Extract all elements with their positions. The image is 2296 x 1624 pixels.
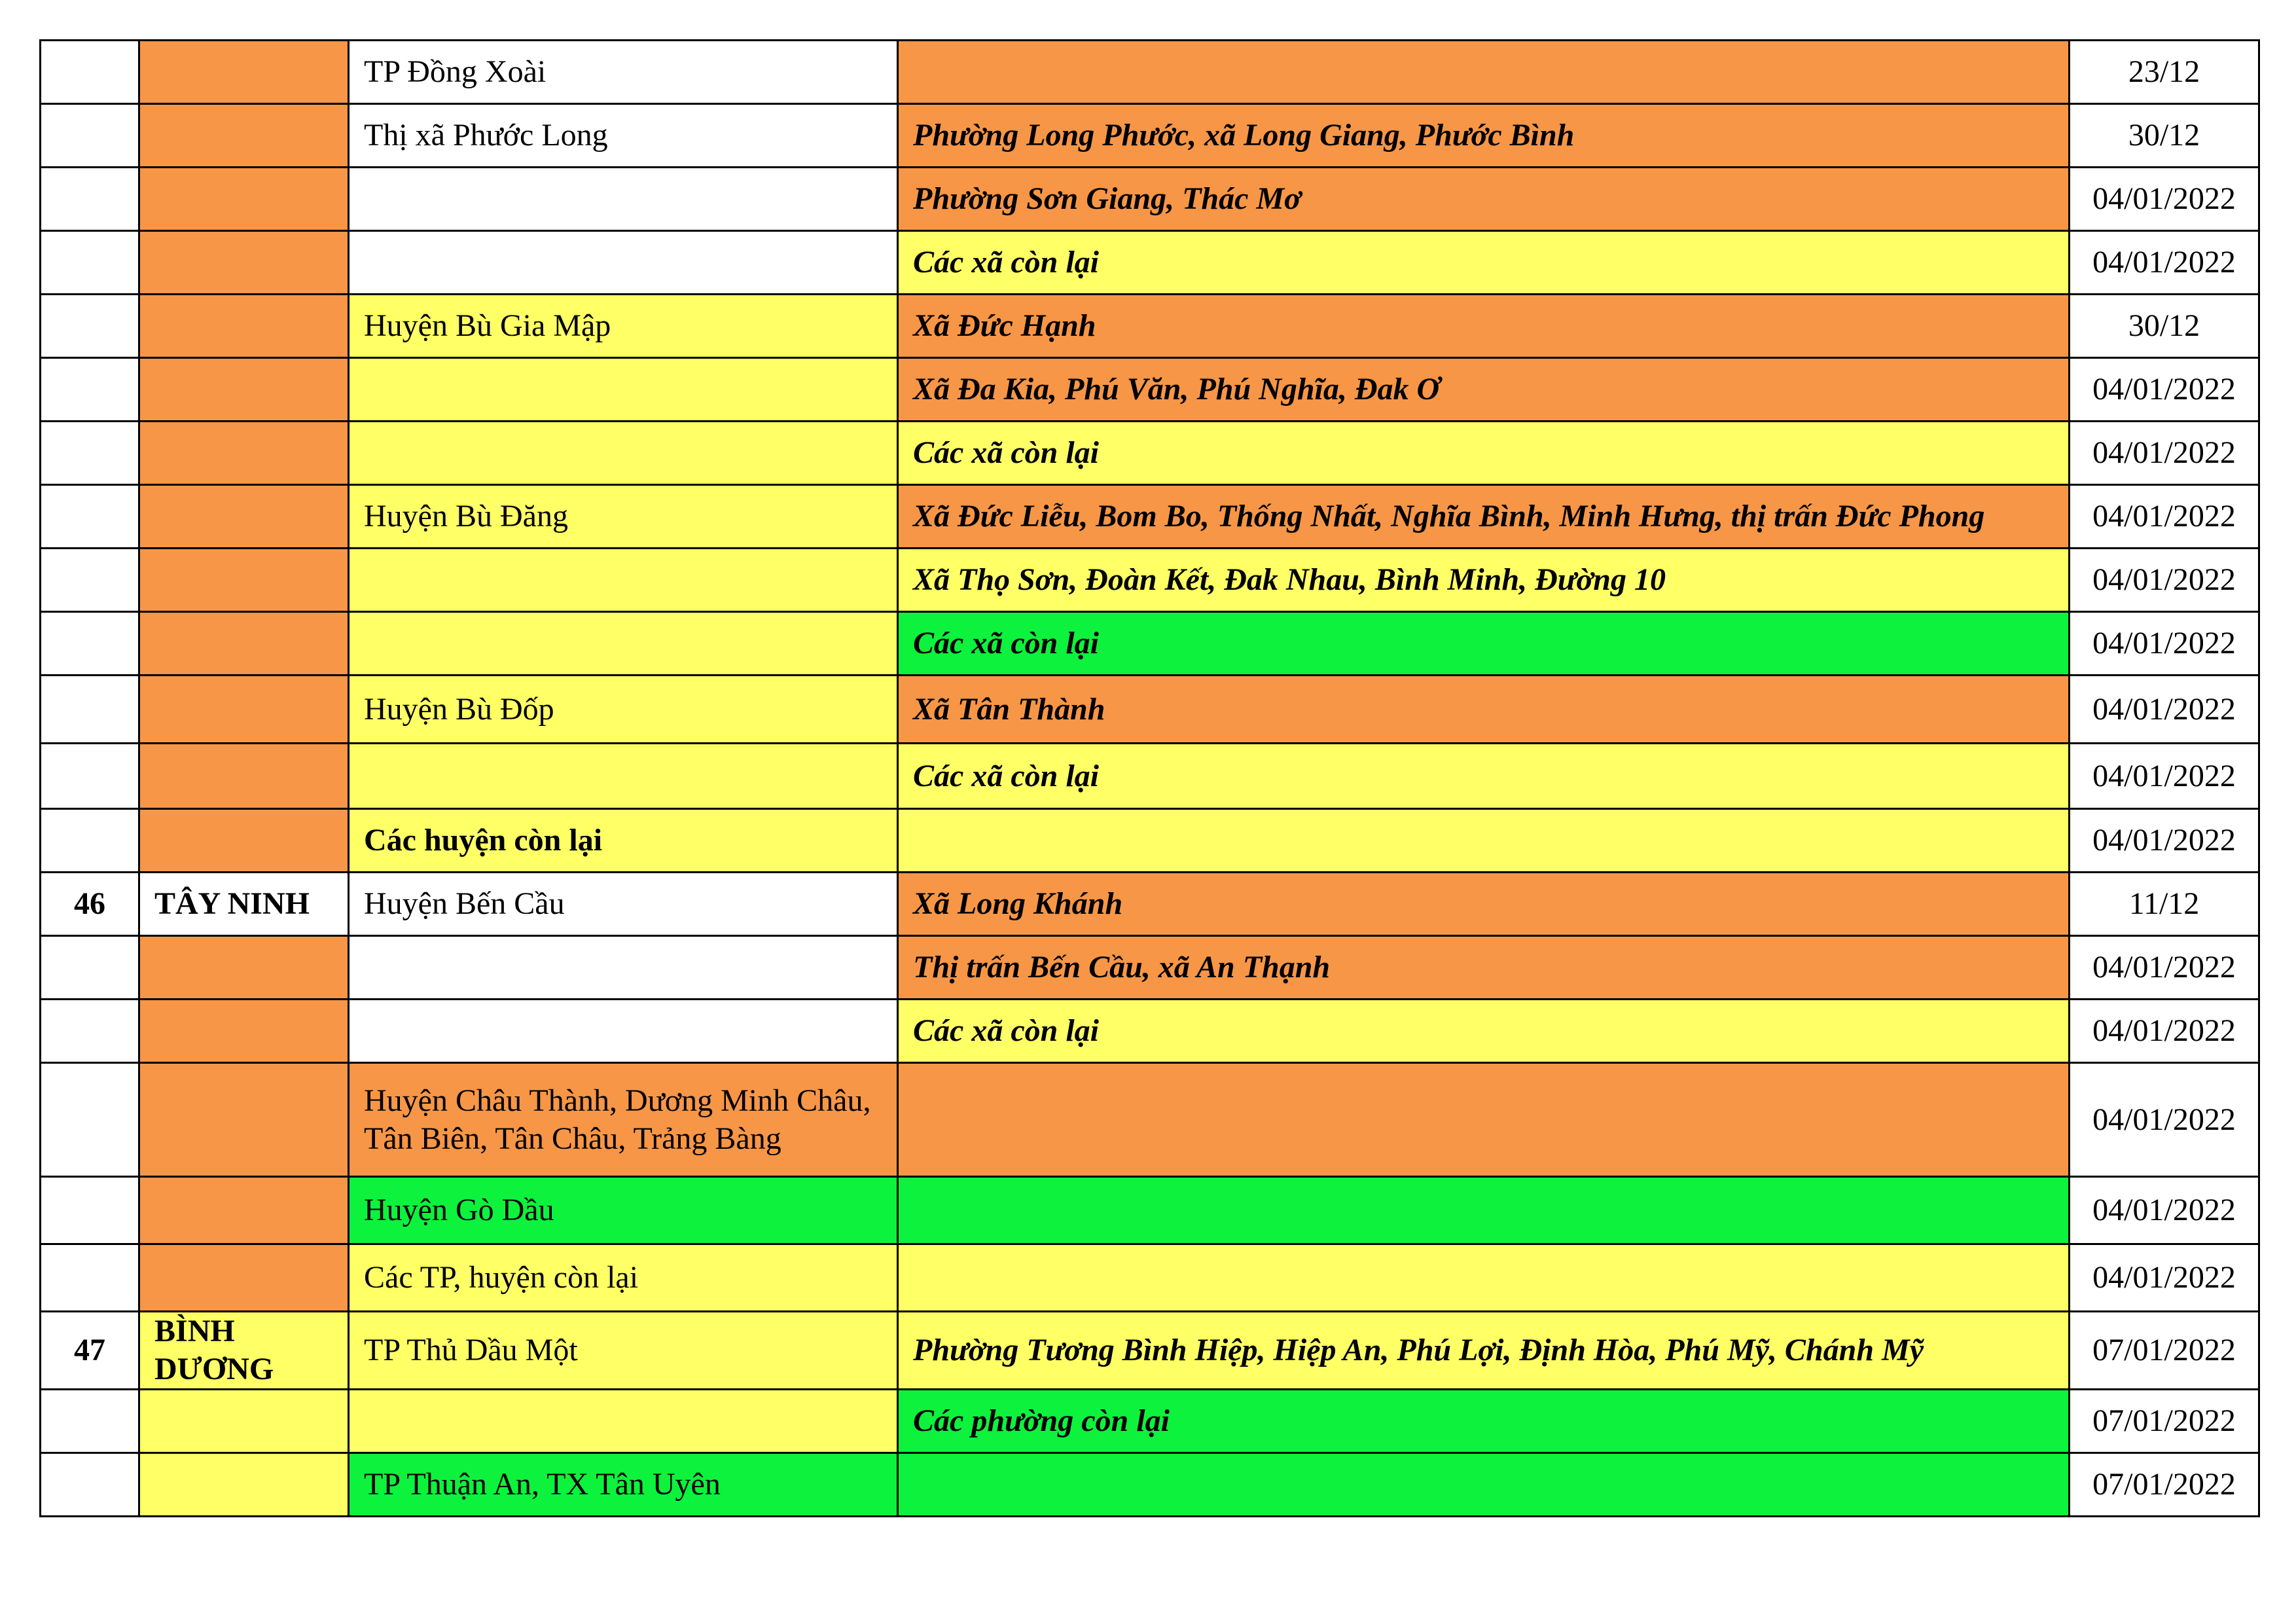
table-body bbox=[41, 41, 2259, 1517]
cell-stt bbox=[41, 104, 139, 168]
cell-province: BÌNH DƯƠNG bbox=[139, 1312, 349, 1390]
cell-date: 30/12 bbox=[2070, 295, 2259, 358]
cell-stt bbox=[41, 485, 139, 549]
cell-ward: Các xã còn lại bbox=[898, 612, 2070, 676]
table-row bbox=[41, 809, 2259, 873]
cell-ward bbox=[898, 1177, 2070, 1244]
table-row bbox=[41, 1063, 2259, 1177]
cell-stt: 46 bbox=[41, 873, 139, 936]
cell-ward: Các xã còn lại bbox=[898, 1000, 2070, 1063]
table-row bbox=[41, 1000, 2259, 1063]
table-row bbox=[41, 936, 2259, 1000]
cell-province bbox=[139, 231, 349, 295]
cell-district bbox=[349, 1000, 898, 1063]
cell-date: 04/01/2022 bbox=[2070, 358, 2259, 422]
table-row bbox=[41, 676, 2259, 744]
cell-district: TP Đồng Xoài bbox=[349, 41, 898, 104]
cell-district bbox=[349, 358, 898, 422]
cell-ward: Xã Đức Hạnh bbox=[898, 295, 2070, 358]
cell-district: Huyện Bù Đăng bbox=[349, 485, 898, 549]
cell-stt bbox=[41, 231, 139, 295]
cell-district bbox=[349, 422, 898, 485]
cell-stt bbox=[41, 809, 139, 873]
cell-ward: Xã Thọ Sơn, Đoàn Kết, Đak Nhau, Bình Minh, Đường 10 bbox=[898, 549, 2070, 612]
cell-district: Huyện Châu Thành, Dương Minh Châu, Tân Biên, Tân Châu, Trảng Bàng bbox=[349, 1063, 898, 1177]
table-row bbox=[41, 1244, 2259, 1312]
cell-date: 04/01/2022 bbox=[2070, 168, 2259, 231]
table-row bbox=[41, 485, 2259, 549]
cell-province bbox=[139, 295, 349, 358]
cell-stt bbox=[41, 1244, 139, 1312]
cell-district: Các huyện còn lại bbox=[349, 809, 898, 873]
table-row bbox=[41, 231, 2259, 295]
cell-province bbox=[139, 936, 349, 1000]
cell-province bbox=[139, 1177, 349, 1244]
cell-date: 04/01/2022 bbox=[2070, 809, 2259, 873]
cell-province bbox=[139, 358, 349, 422]
cell-date: 04/01/2022 bbox=[2070, 744, 2259, 809]
cell-province bbox=[139, 1000, 349, 1063]
cell-stt bbox=[41, 549, 139, 612]
cell-date: 04/01/2022 bbox=[2070, 612, 2259, 676]
cell-district: Huyện Bù Đốp bbox=[349, 676, 898, 744]
cell-stt bbox=[41, 168, 139, 231]
cell-ward: Các xã còn lại bbox=[898, 422, 2070, 485]
cell-province bbox=[139, 422, 349, 485]
cell-stt bbox=[41, 1063, 139, 1177]
cell-date: 07/01/2022 bbox=[2070, 1312, 2259, 1390]
table-row bbox=[41, 873, 2259, 936]
table-row bbox=[41, 1177, 2259, 1244]
cell-stt bbox=[41, 41, 139, 104]
cell-date: 30/12 bbox=[2070, 104, 2259, 168]
table-row bbox=[41, 422, 2259, 485]
cell-ward: Các xã còn lại bbox=[898, 231, 2070, 295]
cell-district bbox=[349, 612, 898, 676]
cell-province bbox=[139, 549, 349, 612]
cell-ward: Thị trấn Bến Cầu, xã An Thạnh bbox=[898, 936, 2070, 1000]
cell-stt: 47 bbox=[41, 1312, 139, 1390]
cell-ward: Phường Tương Bình Hiệp, Hiệp An, Phú Lợi, Định Hòa, Phú Mỹ, Chánh Mỹ bbox=[898, 1312, 2070, 1390]
cell-stt bbox=[41, 1177, 139, 1244]
cell-stt bbox=[41, 1390, 139, 1453]
cell-province bbox=[139, 809, 349, 873]
cell-district bbox=[349, 936, 898, 1000]
cell-stt bbox=[41, 936, 139, 1000]
cell-date: 04/01/2022 bbox=[2070, 549, 2259, 612]
cell-stt bbox=[41, 1000, 139, 1063]
cell-district bbox=[349, 549, 898, 612]
schedule-sheet bbox=[39, 39, 2258, 1517]
table-row bbox=[41, 295, 2259, 358]
cell-stt bbox=[41, 676, 139, 744]
cell-ward bbox=[898, 809, 2070, 873]
cell-stt bbox=[41, 744, 139, 809]
cell-province bbox=[139, 1063, 349, 1177]
cell-district bbox=[349, 168, 898, 231]
table-row bbox=[41, 41, 2259, 104]
cell-district bbox=[349, 1390, 898, 1453]
cell-date: 07/01/2022 bbox=[2070, 1453, 2259, 1517]
cell-province: TÂY NINH bbox=[139, 873, 349, 936]
table-row bbox=[41, 358, 2259, 422]
cell-province bbox=[139, 612, 349, 676]
cell-date: 07/01/2022 bbox=[2070, 1390, 2259, 1453]
cell-date: 04/01/2022 bbox=[2070, 231, 2259, 295]
cell-province bbox=[139, 1453, 349, 1517]
table-row bbox=[41, 1453, 2259, 1517]
cell-district: Thị xã Phước Long bbox=[349, 104, 898, 168]
cell-ward: Xã Long Khánh bbox=[898, 873, 2070, 936]
cell-district bbox=[349, 231, 898, 295]
cell-date: 04/01/2022 bbox=[2070, 936, 2259, 1000]
cell-province bbox=[139, 1244, 349, 1312]
table-row bbox=[41, 104, 2259, 168]
cell-ward: Xã Tân Thành bbox=[898, 676, 2070, 744]
cell-ward: Xã Đa Kia, Phú Văn, Phú Nghĩa, Đak Ơ bbox=[898, 358, 2070, 422]
cell-district bbox=[349, 744, 898, 809]
cell-ward: Phường Sơn Giang, Thác Mơ bbox=[898, 168, 2070, 231]
cell-district: TP Thủ Dầu Một bbox=[349, 1312, 898, 1390]
cell-ward bbox=[898, 41, 2070, 104]
cell-ward: Xã Đức Liễu, Bom Bo, Thống Nhất, Nghĩa Bình, Minh Hưng, thị trấn Đức Phong bbox=[898, 485, 2070, 549]
cell-district: Các TP, huyện còn lại bbox=[349, 1244, 898, 1312]
cell-province bbox=[139, 485, 349, 549]
cell-district: TP Thuận An, TX Tân Uyên bbox=[349, 1453, 898, 1517]
table-row bbox=[41, 168, 2259, 231]
cell-stt bbox=[41, 1453, 139, 1517]
reopening-schedule-table bbox=[39, 39, 2260, 1517]
cell-province bbox=[139, 744, 349, 809]
cell-ward: Các xã còn lại bbox=[898, 744, 2070, 809]
cell-date: 04/01/2022 bbox=[2070, 1177, 2259, 1244]
cell-province bbox=[139, 1390, 349, 1453]
cell-date: 04/01/2022 bbox=[2070, 676, 2259, 744]
cell-district: Huyện Gò Dầu bbox=[349, 1177, 898, 1244]
cell-province bbox=[139, 104, 349, 168]
cell-date: 04/01/2022 bbox=[2070, 1244, 2259, 1312]
cell-date: 04/01/2022 bbox=[2070, 422, 2259, 485]
table-row bbox=[41, 1312, 2259, 1390]
cell-date: 04/01/2022 bbox=[2070, 1000, 2259, 1063]
cell-stt bbox=[41, 358, 139, 422]
cell-ward bbox=[898, 1453, 2070, 1517]
cell-district: Huyện Bến Cầu bbox=[349, 873, 898, 936]
cell-province bbox=[139, 168, 349, 231]
cell-date: 23/12 bbox=[2070, 41, 2259, 104]
cell-date: 11/12 bbox=[2070, 873, 2259, 936]
table-row bbox=[41, 744, 2259, 809]
cell-stt bbox=[41, 422, 139, 485]
cell-date: 04/01/2022 bbox=[2070, 485, 2259, 549]
cell-ward: Các phường còn lại bbox=[898, 1390, 2070, 1453]
table-row bbox=[41, 549, 2259, 612]
cell-date: 04/01/2022 bbox=[2070, 1063, 2259, 1177]
cell-ward bbox=[898, 1244, 2070, 1312]
cell-province bbox=[139, 676, 349, 744]
cell-ward: Phường Long Phước, xã Long Giang, Phước Bình bbox=[898, 104, 2070, 168]
table-row bbox=[41, 1390, 2259, 1453]
cell-stt bbox=[41, 612, 139, 676]
cell-stt bbox=[41, 295, 139, 358]
cell-district: Huyện Bù Gia Mập bbox=[349, 295, 898, 358]
cell-province bbox=[139, 41, 349, 104]
table-row bbox=[41, 612, 2259, 676]
cell-ward bbox=[898, 1063, 2070, 1177]
